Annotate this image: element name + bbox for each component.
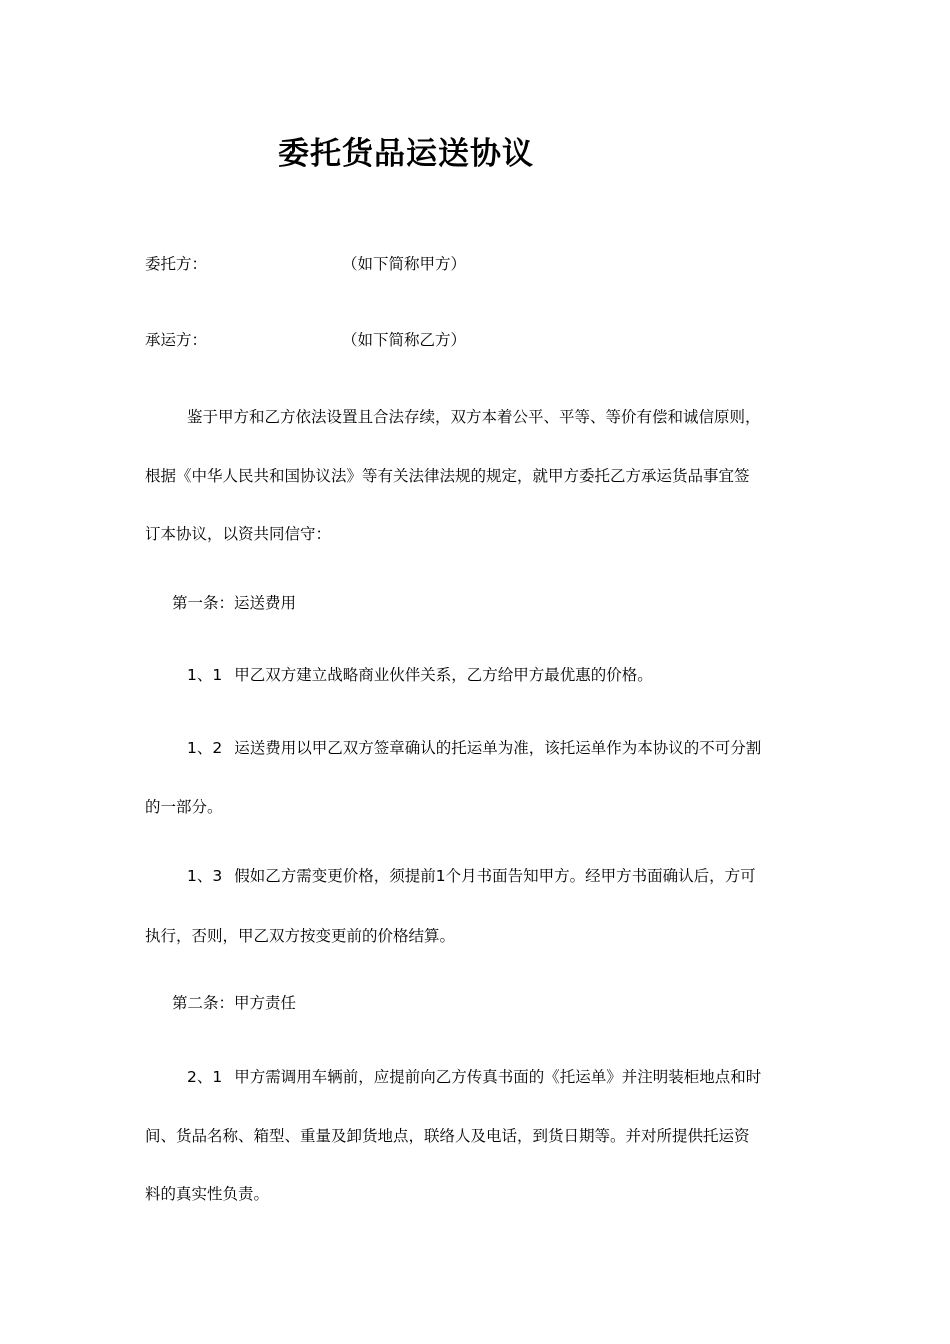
clause-1-3-continuation: 执行，否则，甲乙双方按变更前的价格结算。 <box>145 927 456 945</box>
party-b-note: （如下简称乙方） <box>342 331 467 349</box>
clause-1-3 <box>187 866 756 886</box>
clause-text: 运送费用以甲乙双方签章确认的托运单为准，该托运单作为本协议的不可分割 <box>234 739 762 757</box>
clause-1-2 <box>187 738 761 758</box>
article-1-heading: 第一条：运送费用 <box>172 594 297 612</box>
clause-2-1-continuation: 间、货品名称、箱型、重量及卸货地点，联络人及电话，到货日期等。并对所提供托运资 <box>145 1127 750 1145</box>
clause-2-1 <box>187 1067 761 1087</box>
preamble-line: 订本协议，以资共同信守： <box>145 525 332 543</box>
clause-text: 甲方需调用车辆前，应提前向乙方传真书面的《托运单》并注明装柜地点和时 <box>234 1068 762 1086</box>
party-a-note: （如下简称甲方） <box>342 255 467 273</box>
clause-1-2-continuation: 的一部分。 <box>145 798 223 816</box>
clause-text: 假如乙方需变更价格，须提前 <box>234 867 436 885</box>
clause-1-1 <box>187 665 653 685</box>
document-title: 委托货品运送协议 <box>278 136 534 172</box>
preamble-line: 根据《中华人民共和国协议法》等有关法律法规的规定，就甲方委托乙方承运货品事宜签 <box>145 467 750 485</box>
article-2-heading: 第二条：甲方责任 <box>172 994 297 1012</box>
clause-inline-number: 1 <box>435 867 446 885</box>
party-b-label: 承运方： <box>145 331 208 349</box>
clause-text: 个月书面告知甲方。经甲方书面确认后，方可 <box>445 867 756 885</box>
clause-2-1-continuation: 料的真实性负责。 <box>145 1185 270 1203</box>
preamble-line: 鉴于甲方和乙方依法设置且合法存续，双方本着公平、平等、等价有偿和诚信原则， <box>187 408 761 426</box>
clause-number: 2、1 <box>187 1068 223 1086</box>
clause-text: 甲乙双方建立战略商业伙伴关系，乙方给甲方最优惠的价格。 <box>234 666 653 684</box>
clause-number: 1、2 <box>187 739 223 757</box>
party-a-label: 委托方： <box>145 255 208 273</box>
clause-number: 1、1 <box>187 666 223 684</box>
clause-number: 1、3 <box>187 867 223 885</box>
